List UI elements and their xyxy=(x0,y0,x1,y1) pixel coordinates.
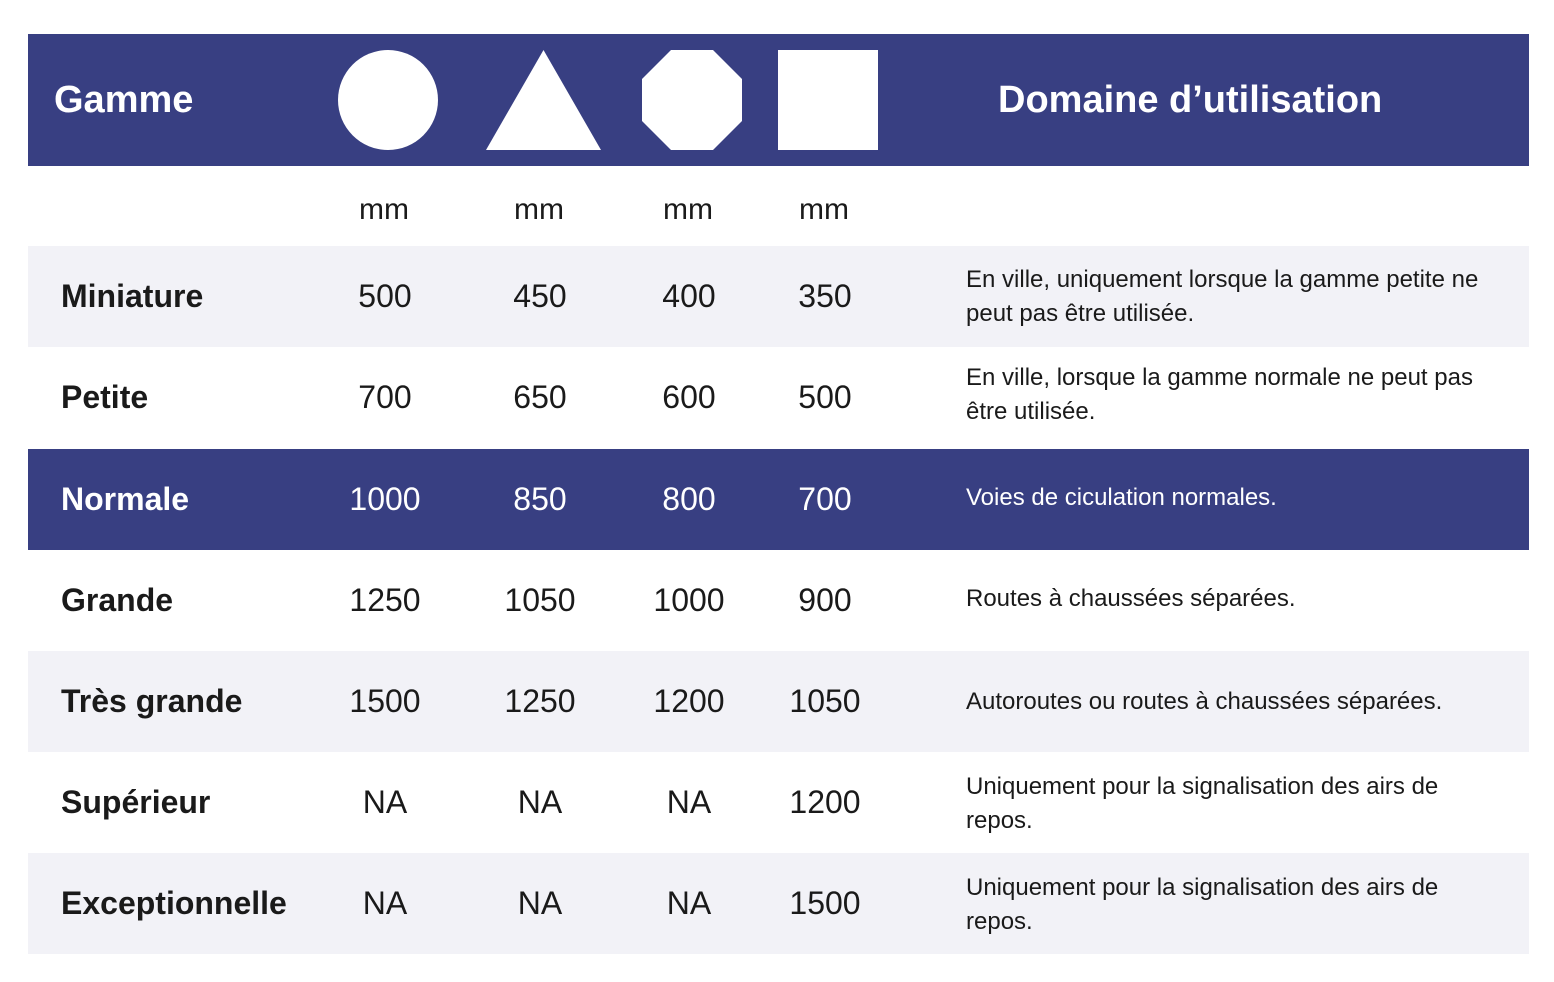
usage-text: Uniquement pour la signalisation des airs de repos. xyxy=(966,874,1439,935)
range-name: Exceptionnelle xyxy=(61,885,287,921)
usage-text: En ville, lorsque la gamme normale ne peut pas être utilisée. xyxy=(966,364,1473,425)
table-row-highlighted xyxy=(28,449,1529,550)
circle-value: 1500 xyxy=(349,683,421,719)
octagon-icon xyxy=(642,50,742,150)
triangle-value: NA xyxy=(517,784,563,820)
circle-value: 1250 xyxy=(349,582,421,618)
circle-value: NA xyxy=(362,784,408,820)
octagon-value: 400 xyxy=(662,278,716,314)
octagon-value: NA xyxy=(666,784,712,820)
range-header: Gamme xyxy=(54,79,194,121)
usage-text: Autoroutes ou routes à chaussées séparées. xyxy=(966,688,1443,715)
circle-value: NA xyxy=(362,885,408,921)
square-value: 700 xyxy=(798,481,852,517)
usage-header: Domaine d’utilisation xyxy=(998,79,1383,121)
table-row xyxy=(28,752,1529,853)
range-name: Très grande xyxy=(61,683,243,719)
usage-text: En ville, uniquement lorsque la gamme petite ne peut pas être utilisée. xyxy=(966,266,1479,327)
octagon-value: 1200 xyxy=(653,683,725,719)
range-name: Grande xyxy=(61,582,174,618)
unit-circle: mm xyxy=(359,193,409,226)
table-row xyxy=(28,853,1529,954)
octagon-value: 1000 xyxy=(653,582,725,618)
octagon-value: 600 xyxy=(662,379,716,415)
range-name: Petite xyxy=(61,379,149,415)
table-row xyxy=(28,651,1529,752)
square-value: 900 xyxy=(798,582,852,618)
triangle-value: 1050 xyxy=(504,582,576,618)
usage-text: Voies de ciculation normales. xyxy=(966,484,1277,511)
table-row xyxy=(28,347,1529,448)
triangle-value: NA xyxy=(517,885,563,921)
triangle-value: 450 xyxy=(513,278,567,314)
triangle-value: 650 xyxy=(513,379,567,415)
triangle-icon xyxy=(486,50,601,150)
range-name: Miniature xyxy=(61,278,204,314)
range-name: Supérieur xyxy=(61,784,211,820)
triangle-value: 850 xyxy=(513,481,567,517)
usage-text: Routes à chaussées séparées. xyxy=(966,585,1296,612)
unit-triangle: mm xyxy=(514,193,564,226)
octagon-value: 800 xyxy=(662,481,716,517)
circle-value: 1000 xyxy=(349,481,421,517)
unit-octagon: mm xyxy=(663,193,713,226)
table-row xyxy=(28,550,1529,651)
circle-value: 700 xyxy=(358,379,412,415)
square-icon xyxy=(778,50,878,150)
square-value: 1050 xyxy=(789,683,861,719)
square-value: 1200 xyxy=(789,784,861,820)
units-row xyxy=(28,166,1529,246)
usage-text: Uniquement pour la signalisation des airs de repos. xyxy=(966,773,1439,834)
circle-value: 500 xyxy=(358,278,412,314)
square-value: 500 xyxy=(798,379,852,415)
square-value: 1500 xyxy=(789,885,861,921)
unit-square: mm xyxy=(799,193,849,226)
table-header xyxy=(28,34,1529,166)
triangle-value: 1250 xyxy=(504,683,576,719)
octagon-value: NA xyxy=(666,885,712,921)
square-value: 350 xyxy=(798,278,852,314)
table-row xyxy=(28,246,1529,347)
range-name: Normale xyxy=(61,481,190,517)
circle-icon xyxy=(338,50,438,150)
